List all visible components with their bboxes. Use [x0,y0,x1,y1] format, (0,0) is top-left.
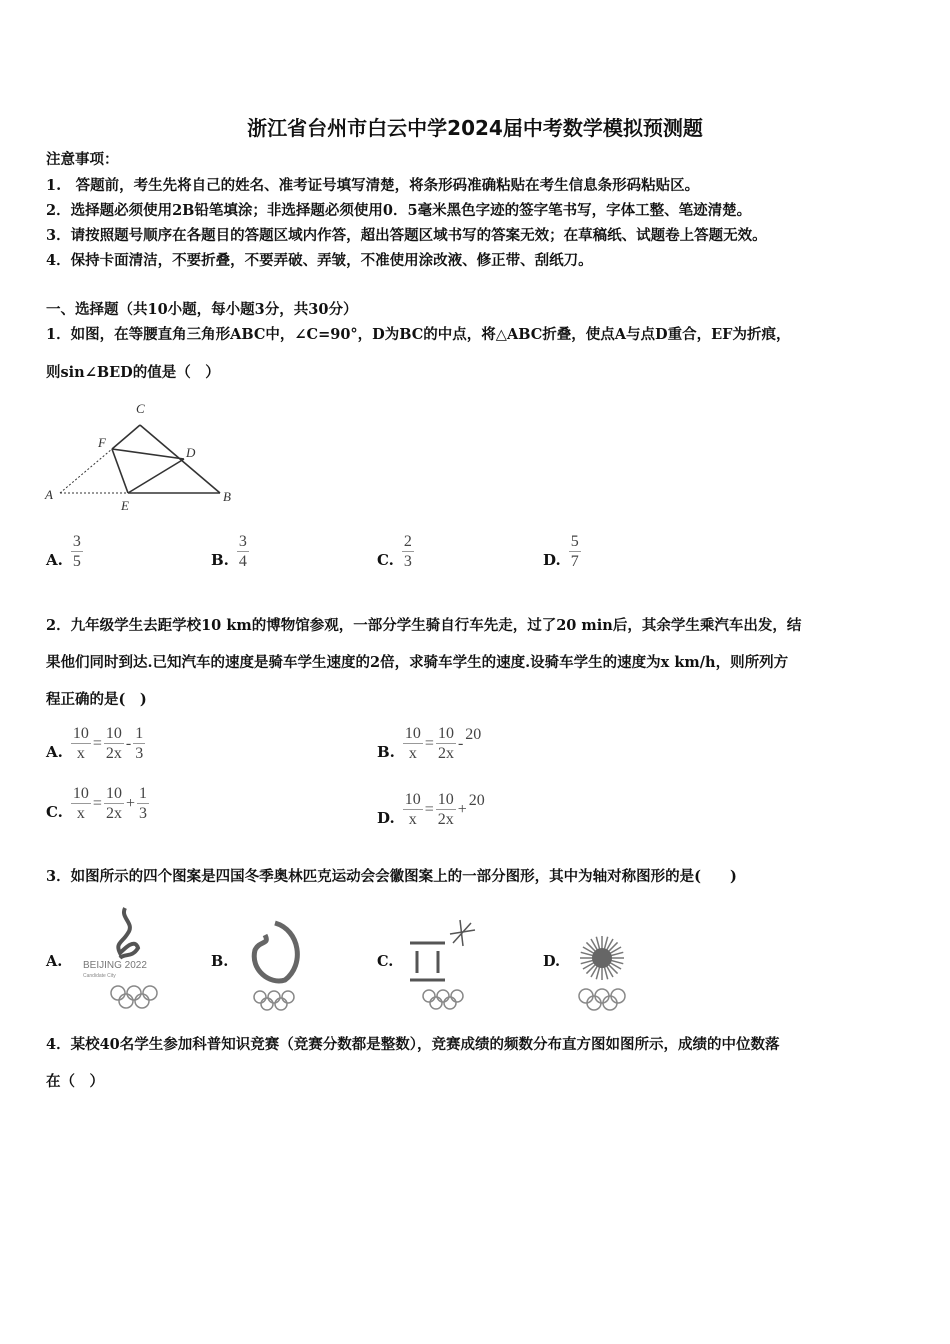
equation: $\frac{10}{x}$ = $\frac{10}{2x}$ - 20 [404,725,482,762]
option-label: D. [543,551,561,569]
note-item: 3．请按照题号顺序在各题目的答题区域内作答，超出答题区域书写的答案无效；在草稿纸、试题卷上答题无效。 [46,227,767,244]
fraction: $\frac{3}{4}$ [238,533,247,570]
note-item: 2．选择题必须使用2B铅笔填涂；非选择题必须使用0．5毫米黑色字迹的签字笔书写，字体工整、笔迹清楚。 [46,202,752,219]
q2-option-a[interactable] [46,724,145,763]
section-heading: 一、选择题（共10小题，每小题3分，共30分） [46,301,358,318]
fraction: $\frac{3}{5}$ [72,533,81,570]
option-label: D. [377,809,395,827]
beijing-2022-logo [80,903,190,1013]
label-d: D [186,445,196,460]
equation: $\frac{10}{x}$ = $\frac{10}{2x}$ + 20 [404,791,485,828]
fraction: $\frac{5}{7}$ [570,533,579,570]
q3-option-c-label[interactable]: C. [377,953,394,970]
q2-option-d[interactable] [377,790,485,829]
fraction: $\frac{2}{3}$ [403,533,412,570]
q2-option-c[interactable] [46,784,149,823]
svg-text:Candidate City: Candidate City [83,973,116,979]
question-3-text: 3．如图所示的四个图案是四国冬季奥林匹克运动会会徽图案上的一部分图形，其中为轴对称图形的是( ) [46,868,737,885]
note-item: 4．保持卡面清洁，不要折叠，不要弄破、弄皱，不准使用涂改液、修正带、刮纸刀。 [46,252,593,269]
q2-option-b[interactable] [377,724,481,763]
olympic-logo-b [235,915,315,1015]
label-f: F [98,435,106,450]
question-1-text: 则sin∠BED的值是（ ） [46,364,220,381]
q1-option-c[interactable] [377,532,414,571]
option-label: A. [46,743,63,761]
option-label: B. [377,743,395,761]
equation: $\frac{10}{x}$ = $\frac{10}{2x}$ + $\frac{1}{3}$ [72,785,147,822]
question-4-text: 4．某校40名学生参加科普知识竞赛（竞赛分数都是整数），竞赛成绩的频数分布直方图如图所示，成绩的中位数落 [46,1036,780,1053]
option-label: C. [46,803,63,821]
option-label: A. [46,551,63,569]
label-b: B [223,489,231,504]
q3-option-a-label[interactable]: A. [46,953,63,970]
olympic-logo-d [570,930,640,1015]
svg-text:BEIJING 2022: BEIJING 2022 [83,960,147,971]
label-c: C [136,401,145,416]
triangle-figure [40,395,240,520]
label-e: E [121,498,129,513]
q3-option-b-label[interactable]: B. [211,953,229,970]
q3-option-d-label[interactable]: D. [543,953,561,970]
label-a: A [45,487,53,502]
equation: $\frac{10}{x}$ = $\frac{10}{2x}$ - $\frac{1}{3}$ [72,725,144,762]
question-2-text: 程正确的是( ) [46,691,147,708]
q1-option-d[interactable] [543,532,581,571]
question-4-text: 在（ ） [46,1073,104,1090]
olympic-logo-c [405,918,485,1013]
note-item: 1. 答题前，考生先将自己的姓名、准考证号填写清楚，将条形码准确粘贴在考生信息条形码粘贴区。 [46,177,700,194]
notes-heading: 注意事项： [46,151,119,168]
question-2-text: 果他们同时到达.已知汽车的速度是骑车学生速度的2倍，求骑车学生的速度.设骑车学生的速度为x km/h，则所列方 [46,654,789,671]
page-title: 浙江省台州市白云中学2024届中考数学模拟预测题 [247,116,703,140]
question-2-text: 2．九年级学生去距学校10 km的博物馆参观，一部分学生骑自行车先走，过了20 min后，其余学生乘汽车出发，结 [46,617,802,634]
q1-option-b[interactable] [211,532,249,571]
question-1-text: 1．如图，在等腰直角三角形ABC中，∠C=90°，D为BC的中点，将△ABC折叠，使点A与点D重合，EF为折痕， [46,326,791,343]
option-label: C. [377,551,394,569]
q1-option-a[interactable] [46,532,83,571]
option-label: B. [211,551,229,569]
